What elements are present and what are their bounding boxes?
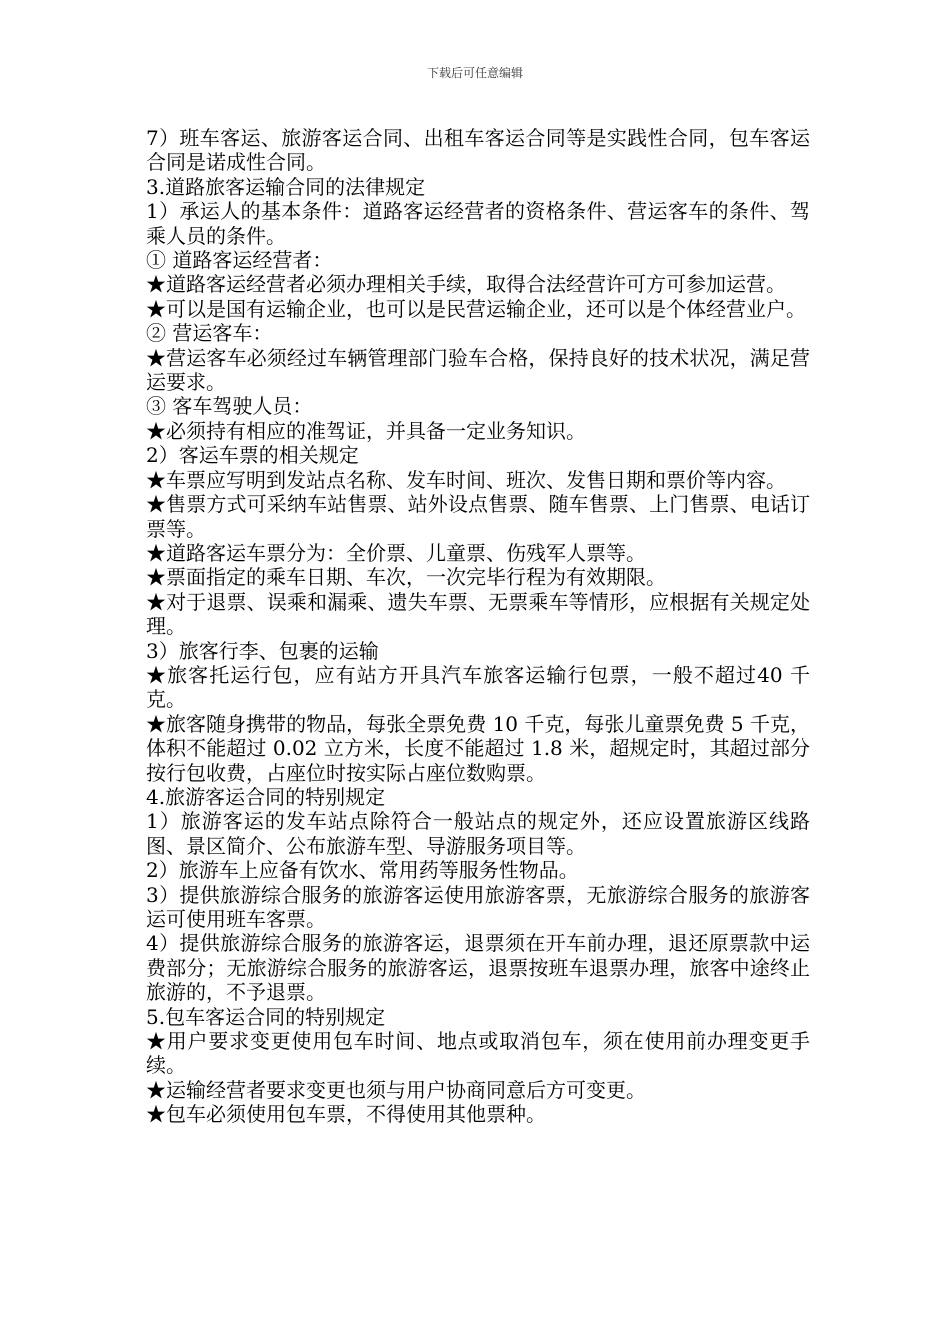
subheading: ③ 客车驾驶人员： xyxy=(146,394,313,419)
section-heading: 4.旅游客运合同的特别规定 xyxy=(146,784,386,809)
bullet-item: ★必须持有相应的准驾证，并具备一定业务知识。 xyxy=(146,418,586,443)
document-body xyxy=(146,126,810,1127)
bullet-item: ★票面指定的乘车日期、车次，一次完毕行程为有效期限。 xyxy=(146,565,666,590)
bullet-item: ★可以是国有运输企业，也可以是民营运输企业，还可以是个体经营业户。 xyxy=(146,296,806,321)
paragraph: 2）旅游车上应备有饮水、常用药等服务性物品。 xyxy=(146,858,579,883)
paragraph: 1）承运人的基本条件：道路客运经营者的资格条件、营运客车的条件、驾乘人员的条件。 xyxy=(146,199,810,248)
paragraph: 1）旅游客运的发车站点除符合一般站点的规定外，还应设置旅游区线路图、景区简介、公布旅游车型、导游服务项目等。 xyxy=(146,809,810,858)
bullet-item: ★用户要求变更使用包车时间、地点或取消包车，须在使用前办理变更手续。 xyxy=(146,1029,810,1078)
paragraph: 4）提供旅游综合服务的旅游客运，退票须在开车前办理，退还原票款中运费部分；无旅游综合服务的旅游客运，退票按班车退票办理，旅客中途终止旅游的，不予退票。 xyxy=(146,931,810,1005)
bullet-item: ★道路客运经营者必须办理相关手续，取得合法经营许可方可参加运营。 xyxy=(146,272,786,297)
bullet-item: ★车票应写明到发站点名称、发车时间、班次、发售日期和票价等内容。 xyxy=(146,467,786,492)
subheading: 3）旅客行李、包裹的运输 xyxy=(146,638,379,663)
bullet-item: ★营运客车必须经过车辆管理部门验车合格，保持良好的技术状况，满足营运要求。 xyxy=(146,345,810,395)
section-heading: 5.包车客运合同的特别规定 xyxy=(146,1004,386,1029)
section-heading: 3.道路旅客运输合同的法律规定 xyxy=(146,174,426,199)
paragraph: 3）提供旅游综合服务的旅游客运使用旅游客票，无旅游综合服务的旅游客运可使用班车客票。 xyxy=(146,882,810,931)
bullet-item: ★运输经营者要求变更也须与用户协商同意后方可变更。 xyxy=(146,1077,646,1102)
bullet-item: ★对于退票、误乘和漏乘、遗失车票、无票乘车等情形，应根据有关规定处理。 xyxy=(146,589,810,639)
bullet-item: ★旅客随身携带的物品，每张全票免费 10 千克，每张儿童票免费 5 千克，体积不能超过 0.02 立方米，长度不能超过 1.8 米，超规定时，其超过部分按行包收费，占座位时按实际占座位数购票。 xyxy=(146,711,810,785)
subheading: ② 营运客车： xyxy=(146,321,273,346)
paragraph: 7）班车客运、旅游客运合同、出租车客运合同等是实践性合同，包车客运合同是诺成性合同。 xyxy=(146,126,810,175)
subheading: ① 道路客运经营者： xyxy=(146,248,333,273)
bullet-item: ★道路客运车票分为：全价票、儿童票、伤残军人票等。 xyxy=(146,540,646,565)
page-header: 下载后可任意编辑 xyxy=(426,66,523,80)
subheading: 2）客运车票的相关规定 xyxy=(146,443,359,468)
bullet-item: ★旅客托运行包，应有站方开具汽车旅客运输行包票，一般不超过40 千克。 xyxy=(146,662,810,712)
bullet-item: ★售票方式可采纳车站售票、站外设点售票、随车售票、上门售票、电话订票等。 xyxy=(146,492,810,541)
bullet-item: ★包车必须使用包车票，不得使用其他票种。 xyxy=(146,1102,546,1127)
